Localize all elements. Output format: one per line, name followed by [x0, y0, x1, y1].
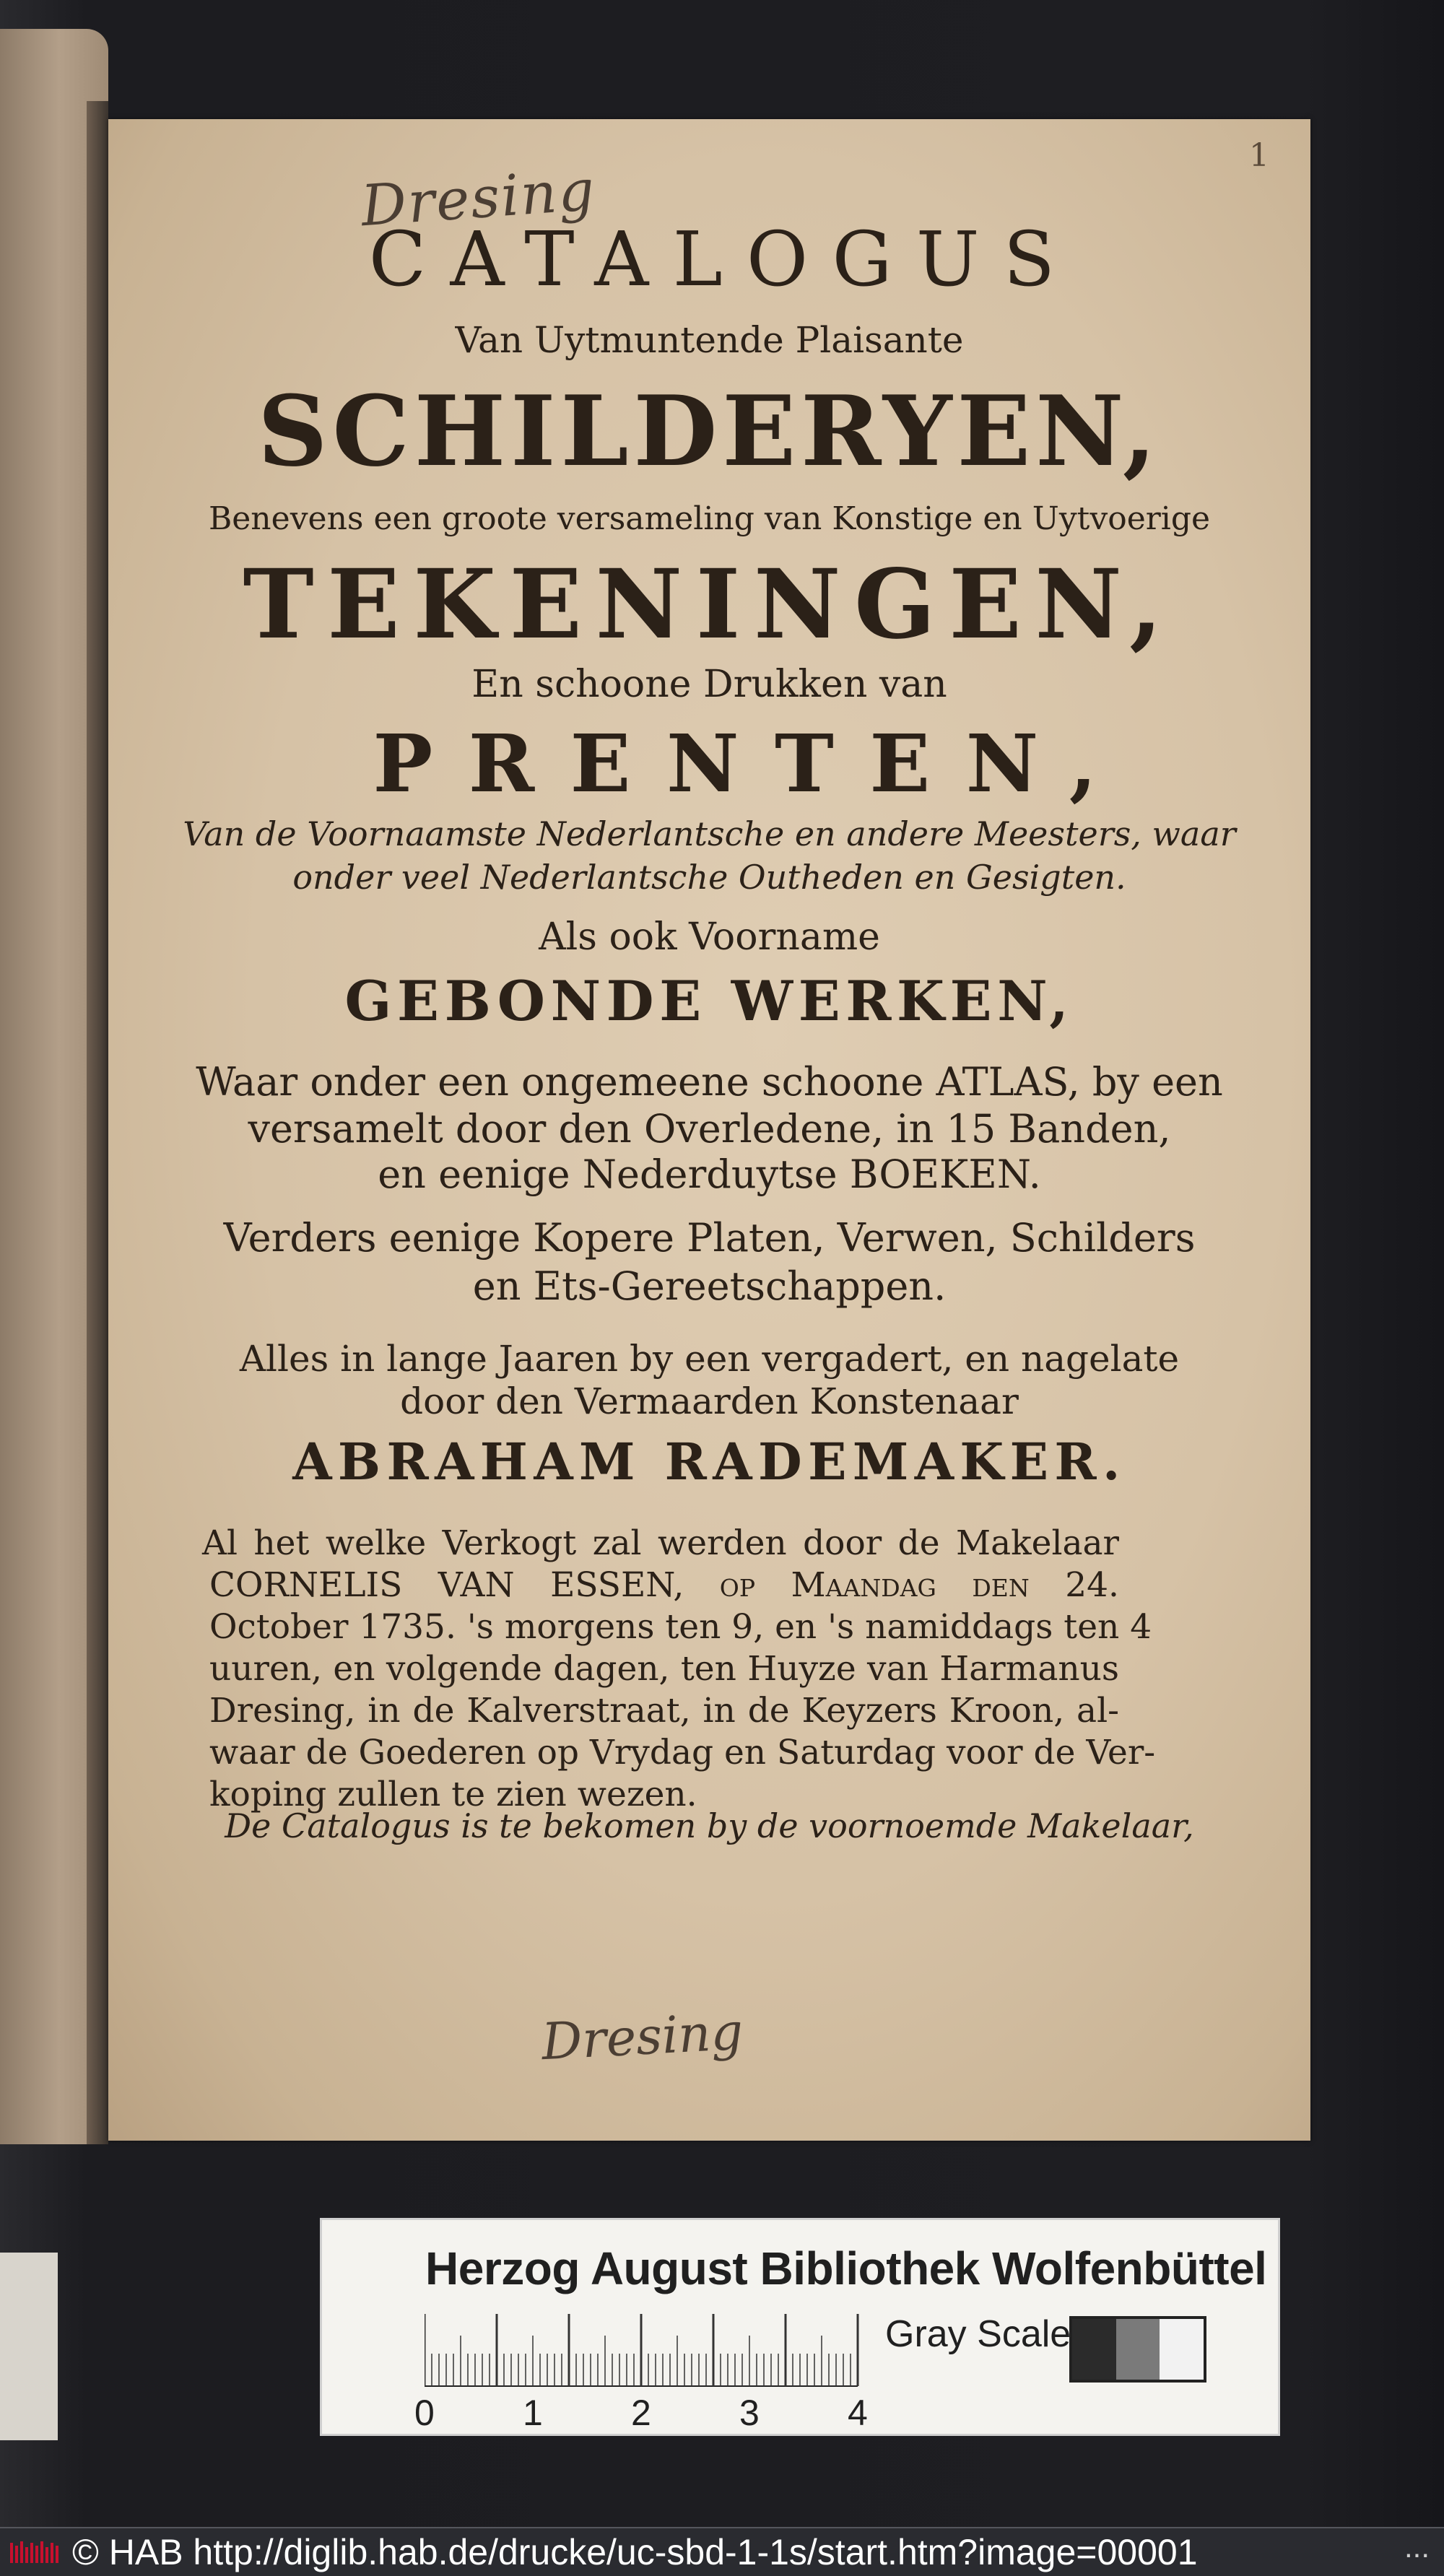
sale-paragraph [202, 1523, 1156, 1816]
heading-gebonde-werken: GEBONDE WERKEN, [344, 969, 1074, 1033]
sale-line-5: Dresing, in de Kalverstraat, in de Keyzers Kroon, al- [209, 1691, 1119, 1731]
subtitle-line-3: En schoone Drukken van [471, 663, 947, 706]
gray-swatch-1 [1116, 2319, 1160, 2380]
page-number: 1 [1249, 137, 1269, 174]
footer-bar [0, 2527, 1444, 2576]
heading-schilderyen: SCHILDERYEN, [257, 374, 1162, 488]
body-line-alles-2: door den Vermaarden Konstenaar [400, 1380, 1019, 1422]
ruler-number-4: 4 [848, 2393, 868, 2433]
title-catalogus: CATALOGUS [368, 215, 1079, 303]
ruler-number-0: 0 [414, 2393, 435, 2433]
ruler-number-3: 3 [739, 2393, 760, 2433]
gray-scale-swatches [1069, 2316, 1206, 2383]
ruler-number-1: 1 [523, 2393, 543, 2433]
heading-tekeningen: TEKENINGEN, [243, 549, 1176, 661]
body-line-alles-1: Alles in lange Jaaren by een vergadert, en nagelate [239, 1338, 1180, 1380]
italic-line-2: onder veel Nederlantsche Outheden en Gesigten. [292, 858, 1126, 897]
sale-line-3: October 1735. 's morgens ten 9, en 's namiddags ten 4 [209, 1607, 1152, 1647]
handwritten-signature-bottom: Dresing [540, 2001, 745, 2072]
heading-abraham-rademaker: ABRAHAM RADEMAKER. [292, 1432, 1126, 1492]
handwritten-annotation-top: Dresing [359, 157, 598, 240]
gray-scale-label: Gray Scale [885, 2313, 1071, 2355]
hab-logo-icon [9, 2538, 62, 2567]
book-spine-shadow [87, 101, 108, 2144]
subtitle-line-1: Van Uytmuntende Plaisante [455, 319, 964, 361]
sale-line-2: CORNELIS VAN ESSEN, op Maandag den 24. [209, 1565, 1119, 1605]
body-line-atlas-2: versamelt door den Overledene, in 15 Banden, [248, 1106, 1171, 1152]
body-line-verders-2: en Ets-Gereetschappen. [472, 1263, 947, 1309]
sale-line-7: koping zullen te zien wezen. [209, 1775, 697, 1814]
spine-label [0, 2253, 58, 2440]
italic-closing-line: De Catalogus is te bekomen by de voornoemde Makelaar, [225, 1806, 1194, 1845]
library-name: Herzog August Bibliothek Wolfenbüttel [425, 2242, 1267, 2294]
italic-line-1: Van de Voornaamste Nederlantsche en andere Meesters, waar [183, 814, 1236, 853]
gray-swatch-0 [1072, 2319, 1116, 2380]
ruler-number-2: 2 [631, 2393, 651, 2433]
sale-line-1: Al het welke Verkogt zal werden door de Makelaar [202, 1523, 1119, 1563]
more-options-button[interactable]: ... [1404, 2530, 1430, 2564]
body-line-atlas-1: Waar onder een ongemeene schoone ATLAS, by een [196, 1059, 1223, 1105]
color-calibration-bar [320, 2218, 1280, 2436]
heading-prenten: PRENTEN, [373, 717, 1133, 810]
gray-swatch-2 [1160, 2319, 1204, 2380]
body-line-verders-1: Verders eenige Kopere Platen, Verwen, Schilders [223, 1215, 1196, 1261]
sale-line-4: uuren, en volgende dagen, ten Huyze van Harmanus [209, 1649, 1119, 1689]
subtitle-line-4: Als ook Voorname [539, 915, 880, 959]
ruler-scale [425, 2314, 865, 2393]
sale-line-6: waar de Goederen op Vrydag en Saturdag voor de Ver- [209, 1733, 1156, 1772]
copyright-url[interactable]: © HAB http://diglib.hab.de/drucke/uc-sbd-1-1s/start.htm?image=00001 [72, 2532, 1198, 2572]
body-line-atlas-3: en eenige Nederduytse BOEKEN. [378, 1152, 1041, 1197]
subtitle-line-2: Benevens een groote versameling van Konstige en Uytvoerige [208, 500, 1211, 537]
